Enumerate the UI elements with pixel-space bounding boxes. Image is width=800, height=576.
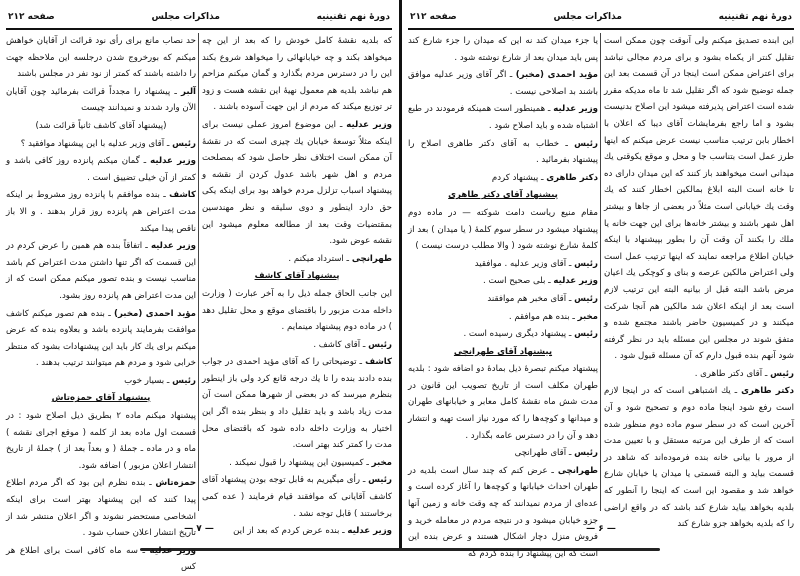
speech-text: ـ بسیار خوب <box>124 375 170 386</box>
speech-text: ـ بنده هم تصور میکنم کاشف موافقت بفرمایند پانزده باشد و بعلاوه بنده که عرض میکنم برای یك کار باید این پیشنهادات بشود که منتظر خرابی شود و مردم هم میتوانند ترتیب بدهند . <box>6 308 196 369</box>
speech-text: ـ بلی صحیح است . <box>483 276 551 287</box>
speech-text: ـ آقای وزیر عدلیه با این پیشنهاد موافقید ؟ <box>20 138 170 149</box>
speech-paragraph <box>604 383 794 532</box>
speaker-name: رئیس <box>368 475 392 486</box>
left-page <box>0 0 398 573</box>
speech-paragraph <box>202 286 392 336</box>
speech-paragraph <box>6 33 196 83</box>
speech-paragraph <box>202 117 392 250</box>
speech-paragraph <box>408 326 598 343</box>
right-page <box>402 0 800 561</box>
speaker-name: کاشف <box>169 190 196 201</box>
session-label: دورهٔ نهم تقنینیه <box>316 12 390 22</box>
speaker-name: رئیس <box>770 368 794 379</box>
speaker-name: حمزه‌تاش <box>155 478 197 489</box>
speaker-name: وزیر عدلیه <box>346 119 392 130</box>
speech-text: ـ همینطور است همینکه فرمودند در طبع اشتباه شده و باید اصلاح شود . <box>408 104 598 131</box>
speech-paragraph <box>6 187 196 237</box>
speech-text: ـ پیشنهاد کردم <box>491 172 544 183</box>
speech-text: حد نصاب مانع برای رأی نود قرائت از آقایان خواهش میکنم که بورخروج شدن درجلسه این ملاحظه جهت را داشته باشند که کمتر از نود نفر در مجلس باشند <box>6 36 196 80</box>
speech-text: مقام منیع ریاست دامت شوکته — در ماده دوم پیشنهاد میشود در سطر سوم کلمهٔ ( یا میدان ) بعد از کلمهٔ شارع نوشته شود ( والا مطلب درست نیست ) <box>408 207 598 252</box>
speaker-name: وزیر عدلیه <box>149 545 196 556</box>
speech-text: یا جزء میدان کند نه این که میدان را جزء شارع کند پس باید میدان بعد از شارع نوشته شود . <box>408 36 598 63</box>
speaker-name: رئیس <box>172 375 196 386</box>
speaker-name: رئیس <box>574 448 598 459</box>
speaker-name: دکتر طاهری <box>546 172 598 183</box>
speaker-name: رئیس <box>574 138 598 149</box>
speech-paragraph <box>408 309 598 326</box>
speech-text: ـ این موضوع امروز عملی نیست برای اینکه مثلاً توسعهٔ خیابان یك چیزی است که در نقشهٔ آن ممکن است اختلاف نظر حاصل شود که بمصلحت مردم و اهل شهر باشد عدول کردن از نقشه و پیشنهاد اسباب تزلزل مردم خواهد بود برای اینکه یکی حق دارد اینطور و دوی سلیقه و نظر مهندسین بمقتضیات وقت بعد از مطالعه معلوم میشود این نقشه عوض شود. <box>202 119 392 247</box>
text-column <box>202 33 392 537</box>
speech-paragraph <box>6 373 196 390</box>
speech-text: ـ کمیسیون این پیشنهاد را قبول نمیکند . <box>229 457 369 468</box>
speech-paragraph <box>202 455 392 472</box>
stage-note: (پیشنهاد آقای کاشف ثانیاً قرائت شد) <box>35 120 167 131</box>
section-heading: پیشنهاد آقای حمزه‌تاش <box>51 393 151 404</box>
speaker-name: وزیر عدلیه <box>150 241 197 252</box>
speech-text: ـ سه ماه کافی است برای اطلاع هر کس <box>6 545 196 573</box>
speaker-name: وزیر عدلیه <box>553 104 599 115</box>
speech-paragraph <box>408 445 598 462</box>
speech-text: ـ توضیحاتی را که آقای مؤید احمدی در جواب بنده دادند بنده را تا یك درجه قانع کرد ولی باز اینطور بنظرم میرسد که در بعضی از شهرها ممکن است آن مدت زیاد باشد و باید تقلیل داد و بنظر بنده اگر این اختیار به وزارت داخله داده شود که باقتضای محل مدت را کمتر کند بهتر است. <box>202 357 392 451</box>
header-rule <box>6 28 392 30</box>
section-heading: پیشنهاد آقای کاشف <box>254 271 340 282</box>
speech-text: ـ اتفاقاً بنده هم همین را عرض کردم در این قسمت که اگر تنها داشتن مدت اعتراض کم باشد مناسب نیست و بنده تصور میکنم ممکن است که از این مدت اعتراض هم پانزده روز بشود. <box>6 241 196 301</box>
speaker-name: رئیس <box>574 258 598 269</box>
speech-text: ـ بنده موافقم با پانزده روز مشروط بر اینکه مدت اعتراض هم پانزده روز قرار بدهند . و الا باز ناقص پیدا میکند <box>6 190 196 234</box>
text-column <box>408 33 599 559</box>
speaker-name: رئیس <box>574 329 598 340</box>
section-heading: پیشنهاد آقای طهرانچی <box>453 346 553 357</box>
speaker-name: مؤید احمدی (مخبر) <box>515 70 598 81</box>
speech-paragraph <box>604 366 794 383</box>
speech-paragraph <box>408 101 598 134</box>
speech-paragraph <box>6 408 196 474</box>
speech-paragraph <box>408 256 598 273</box>
speech-text: ـ یك اشتباهی است که در اینجا لازم است رفع شود اینجا ماده دوم و تصحیح شود و آن آخرین است که در سطر سوم ماده دوم منظور شده است که از طرف این مرتبه مستقل و با تعیین مدت از مرور با بیانی خانه بنده فرموده‌اند که شاهد در قسمت بیاید و البته قسمتی یا میدان یا خیابان شارع خواهد شد و مقصود این است که اینجا را آنطور که بلدیه بخواهد بیاید شارع کند باشد که در واقع اراضی را که بلدیه بخواهد جزو شارع کند <box>604 386 794 530</box>
speech-text: پیشنهاد میکنم ماده ۲ بطریق ذیل اصلاح شود : در قسمت اول ماده بعد از کلمه ( موقع اجرای نقشه ) ماه و در ماده ـ جملهٔ ( و بعداً بعد از ) جملهٔ از تاریخ انتشار اعلان مزبور ) اضافه شود. <box>6 411 197 471</box>
speech-text: ـ عرض کنم که چند سال است بلدیه در طهران احداث خیابانها و کوچه‌ها را آغاز کرده است و عده‌ای از مردم نمیدانند که چه وقت خانه و زمین آنها جزو خیابان میشود و در نتیجه مردم در معامله خرید و فروش منزل دچار اشکال هستند و عرض بنده این است که این پیشنهاد را بنده کردم که <box>408 465 598 559</box>
speech-text: ـ بنده هم موافقم . <box>508 311 575 322</box>
speech-paragraph <box>6 306 196 372</box>
header-title: مذاکرات مجلس <box>151 12 220 22</box>
speech-paragraph <box>202 337 392 354</box>
speech-text: ـ رأی میگیریم به قابل توجه بودن پیشنهاد آقای کاشف آقایانی که موافقند قیام فرمایند ( عده کمی برخاستند ) قابل توجه نشد . <box>202 475 392 519</box>
page-header <box>410 10 792 24</box>
speaker-name: مؤید احمدی (مخبر) <box>114 308 196 319</box>
speech-text: ـ استرداد میکنم . <box>288 253 350 264</box>
speech-paragraph <box>408 273 598 290</box>
speech-text: ـ آقای دکتر طاهری . <box>694 368 768 379</box>
speech-paragraph <box>408 67 598 100</box>
speech-text: این ابنده تصدیق میکنم ولی آنوقت چون ممکن است تقلیل کنتر از یکماه بشود و برای مردم مجالی نباشد برای اعتراض ممکن است اینجا در آن قسمت بعد این جمله توضیح شود که اگر تقلیل شد تا ماه مدیکه مقرر شده است اعتراض پذیرفته میشود این اصلاح بدنیست بشود و اما راجع بفرمایشات آقای دیبا که اعلان با اخطار بابن ترتیب مناسب نیست عرض میکنم که اینها طرز عمل است بتناسب جا و محل و موقع یکوقتی یك میدانی است میخواهند باز کنند که این میدان دارای ده تا خانه است البته ابلاغ بمالکین اخطار کنند که یك وقت یك خیابانی است مثلاً در بعضی از جاها و بیشتر اهل شهر باشند و بیشتر خانه‌ها برای این جهت خانه یا ملك را بکنند آن وقت آن را بطور بپیشنهاد با اینکه خیابان اطلاع مراجعه نمایند که اینها ترتیب عمل است ولی اعتراض مالکین عرصه و بنای و کوچکی یك اعیان مرض باشد البته قبل از بیانیه البته این ترتیب لازم است بعد از اینکه اعلان شد مالکین هم آنجا شرکت میکنند و در کمیسیون حاضر باشند مجتمع شده و متفق شوند در مجلس این مسئله باید در نظر گرفته شود آنهم بنده قبول دارم که آن مسئله قبول شود . <box>604 36 794 362</box>
speech-text: ـ اگر آقای وزیر عدلیه موافق باشند بد اصلاحی نیست . <box>408 70 598 97</box>
speech-paragraph <box>408 361 598 444</box>
speech-paragraph <box>202 251 392 268</box>
page-number: — ۷ — <box>184 524 214 534</box>
speech-text: این جانب الحاق جمله ذیل را به آخر عبارت ( وزارت داخله مدت مزبور را باقتضای موقع و محل تقلیل دهد ) در ماده دوم پیشنهاد مینمایم . <box>202 288 392 333</box>
speaker-name: مخبر <box>577 311 598 322</box>
speech-paragraph <box>202 33 392 116</box>
speech-text: ـ بنده نظرم این بود که اگر مردم اطلاع پیدا کنند که این پیشنهاد بهتر است برای اینکه اشخاصی مستحضر نشوند و اگر اعلان منتشر شد از تاریخ انتشار اعلان حساب شود . <box>6 478 196 539</box>
speech-paragraph <box>408 136 598 169</box>
speaker-name: وزیر عدلیه <box>150 156 196 167</box>
section-heading: پیشنهاد آقای دکتر طاهری <box>448 190 558 201</box>
speaker-name: وزیر عدلیه <box>553 276 598 287</box>
speech-text: ـ بنده عرض کردم که بعد از این <box>233 526 345 537</box>
column-divider <box>600 33 601 511</box>
speech-paragraph <box>408 205 598 255</box>
speech-paragraph <box>6 136 196 153</box>
speaker-name: رئیس <box>368 339 392 350</box>
header-title: مذاکرات مجلس <box>553 12 622 22</box>
header-page-number: صفحه ۲۱۲ <box>8 12 55 22</box>
speaker-name: طهرانچی <box>557 465 598 476</box>
page-number: — ۶ — <box>586 524 616 534</box>
speech-paragraph <box>202 472 392 522</box>
speech-text: ـ پیشنهاد دیگری رسیده است . <box>463 329 572 340</box>
speaker-name: کاشف <box>365 357 392 368</box>
speaker-name: دکتر طاهری <box>741 386 794 397</box>
speech-text: ـ خطاب به آقای دکتر طاهری اصلاح را پیشنهاد بفرمائید . <box>408 138 598 166</box>
speaker-name: رئیس <box>574 293 598 304</box>
session-label: دورهٔ نهم تقنینیه <box>718 12 792 22</box>
speaker-name: آلبر <box>180 86 196 97</box>
header-rule <box>408 28 794 30</box>
speech-paragraph <box>6 543 196 576</box>
speech-paragraph <box>408 463 598 563</box>
speech-text: ـ آقای وزیر عدلیه . موافقید <box>474 258 572 269</box>
speech-paragraph <box>6 238 196 304</box>
speech-text: ـ آقای کاشف . <box>313 339 366 350</box>
speech-text: ـ پیشنهاد را مجدداً قرائت بفرمائید چون آقایان الآن وارد شدند و نمیدانند چیست <box>6 86 196 114</box>
speech-paragraph <box>604 33 794 365</box>
speech-text: پیشنهاد میکنم تبصرهٔ ذیل بمادهٔ دو اضافه شود : بلدیه طهران مکلف است از تاریخ تصویب این قانون در مدت شش ماه نقشهٔ کامل معابر و خیابانهای طهران و میدانها و کوچه‌ها را که مورد نیاز است تهیه و انتشار دهد و آن را در دسترس عامه بگذارد . <box>408 364 598 441</box>
column-divider <box>198 33 199 511</box>
speech-paragraph <box>408 33 598 66</box>
speaker-name: طهرانچی <box>351 253 392 264</box>
speech-paragraph <box>408 170 598 187</box>
speech-paragraph <box>6 153 196 186</box>
speaker-name: مخبر <box>371 457 392 468</box>
speech-paragraph <box>202 354 392 454</box>
speaker-name: رئیس <box>172 138 196 149</box>
text-column <box>6 33 197 573</box>
page-header <box>8 10 390 24</box>
speech-text: ـ آقای مخبر هم موافقند <box>487 293 572 304</box>
speaker-name: وزیر عدلیه <box>347 526 392 537</box>
speech-text: ـ گمان میکنم پانزده روز کافی باشد و کمتر از آن خیلی تضییق است . <box>6 156 196 183</box>
speech-text: ـ آقای طهرانچی <box>514 448 572 459</box>
speech-text: که بلدیه نقشهٔ کامل خودش را که بعد از این چه میخواهد بکند و چه خیابانهائی را میخواهد شروع بکند این را در دسترس مردم بگذارد و گمان میکنم مزاحم هم نباشد بلدیه هم معمول نهیهٔ این نقشه هست و زود تر توزیع میکند که مردم از این جهت آسوده باشند . <box>202 36 392 113</box>
text-column <box>604 33 794 530</box>
speech-paragraph <box>6 84 196 117</box>
speech-paragraph <box>408 291 598 308</box>
header-page-number: صفحه ۲۱۲ <box>410 12 457 22</box>
